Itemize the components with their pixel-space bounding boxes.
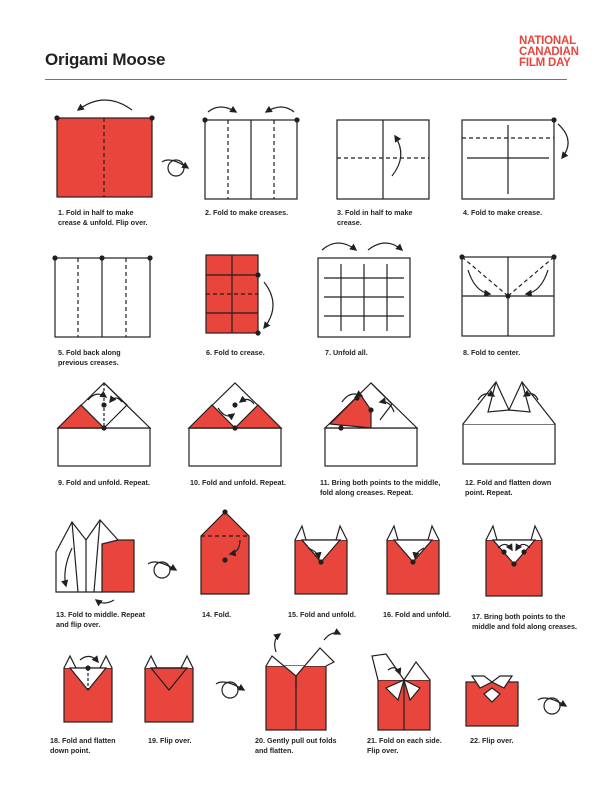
step-14-diagram [201, 510, 249, 594]
step-2-diagram [203, 107, 299, 199]
step-caption: 1. Fold in half to make crease & unfold. Flip over. [58, 208, 148, 227]
step-4-diagram [462, 118, 568, 199]
step-12-diagram [463, 382, 555, 464]
logo-line: CANADIAN [519, 46, 579, 58]
step-caption: 3. Fold in half to make crease. [337, 208, 413, 227]
step-caption: 12. Fold and flatten down point. Repeat. [465, 478, 552, 497]
step-caption: 9. Fold and unfold. Repeat. [58, 478, 150, 487]
step-16-diagram [387, 526, 439, 594]
step-7-diagram [318, 243, 410, 337]
step-20-diagram [266, 633, 340, 730]
step-caption: 19. Flip over. [148, 736, 192, 745]
step-caption: 5. Fold back along previous creases. [58, 348, 121, 367]
flip-over-icon [162, 160, 188, 176]
step-caption: 22. Flip over. [470, 736, 514, 745]
step-9-diagram [58, 383, 150, 466]
step-caption: 16. Fold and unfold. [383, 610, 451, 619]
logo-line: NATIONAL [519, 35, 576, 47]
logo-line: FILM DAY [519, 57, 571, 69]
step-caption: 21. Fold on each side. Flip over. [367, 736, 442, 755]
step-caption: 17. Bring both points to the middle and fold along creases. [472, 612, 578, 631]
step-caption: 2. Fold to make creases. [205, 208, 289, 217]
flip-over-icon [216, 682, 244, 698]
flip-over-icon [148, 562, 176, 578]
step-21-diagram [372, 654, 430, 730]
step-19-diagram [145, 656, 193, 722]
step-caption: 8. Fold to center. [463, 348, 521, 357]
page-title: Origami Moose [45, 50, 166, 69]
flip-over-icon [538, 698, 566, 714]
step-caption: 20. Gently pull out folds and flatten. [255, 736, 337, 755]
step-18-diagram [64, 656, 112, 722]
step-13-diagram [56, 520, 134, 603]
step-15-diagram [295, 526, 347, 594]
step-caption: 6. Fold to crease. [206, 348, 265, 357]
step-caption: 10. Fold and unfold. Repeat. [190, 478, 286, 487]
step-11-diagram [325, 383, 417, 466]
step-caption: 15. Fold and unfold. [288, 610, 356, 619]
step-1-diagram [55, 100, 154, 197]
step-caption: 11. Bring both points to the middle, fold along creases. Repeat. [320, 478, 441, 497]
step-8-diagram [460, 255, 556, 336]
step-10-diagram [189, 383, 281, 466]
step-caption: 4. Fold to make crease. [463, 208, 543, 217]
step-22-diagram [466, 676, 518, 726]
step-caption: 14. Fold. [202, 610, 232, 619]
step-caption: 13. Fold to middle. Repeat and flip over. [56, 610, 146, 629]
step-3-diagram [337, 120, 429, 199]
step-5-diagram [53, 256, 152, 337]
step-17-diagram [486, 526, 542, 596]
step-caption: 7. Unfold all. [325, 348, 368, 357]
step-caption: 18. Fold and flatten down point. [50, 736, 116, 755]
step-6-diagram [206, 255, 273, 335]
